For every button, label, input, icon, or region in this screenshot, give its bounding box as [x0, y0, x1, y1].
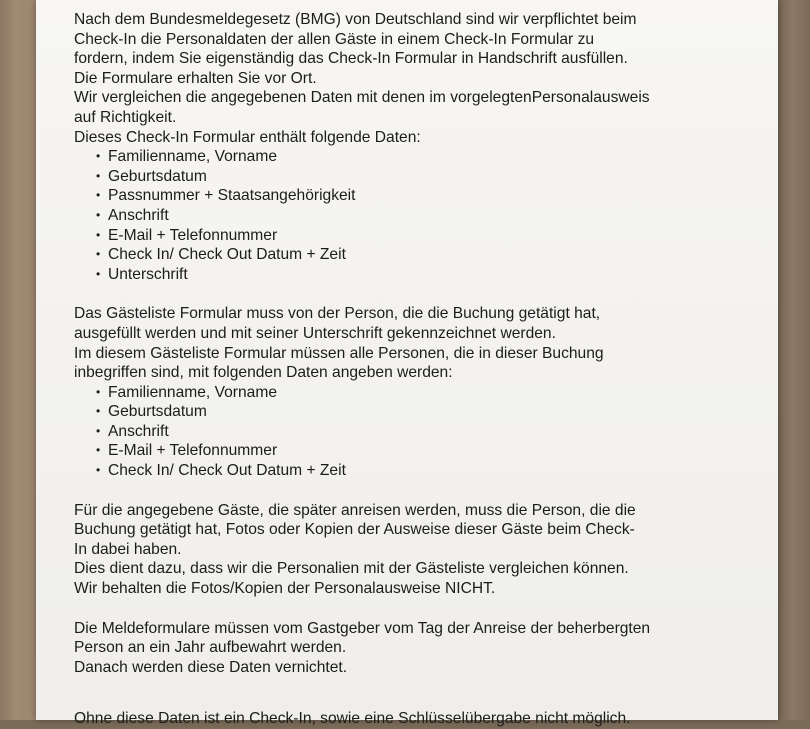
list-item: • Passnummer + Staatsangehörigkeit: [96, 186, 724, 206]
spacer: [74, 599, 724, 619]
checkin-data-list: [74, 147, 724, 284]
list-item: • Geburtsdatum: [96, 167, 724, 187]
list-item: • Anschrift: [96, 422, 724, 442]
late-guests-line: In dabei haben.: [74, 540, 182, 558]
list-item: • Familienname, Vorname: [96, 383, 724, 403]
list-item: • Check In/ Check Out Datum + Zeit: [96, 245, 724, 265]
intro-line: Wir vergleichen die angegebenen Daten mit denen im vorgelegtenPersonalausweis: [74, 89, 650, 107]
late-guests-line: Wir behalten die Fotos/Kopien der Personalausweise NICHT.: [74, 580, 496, 598]
retention-paragraph: [74, 619, 724, 678]
intro-line: auf Richtigkeit.: [74, 108, 177, 126]
retention-line: Die Meldeformulare müssen vom Gastgeber vom Tag der Anreise der beherbergten: [74, 619, 651, 637]
guestlist-data-list: [74, 383, 724, 481]
list-item: • Unterschrift: [96, 265, 724, 285]
guestlist-line: inbegriffen sind, mit folgenden Daten angeben werden:: [74, 364, 453, 382]
late-guests-paragraph: [74, 501, 724, 599]
wood-background-left: [0, 0, 40, 720]
intro-line: fordern, indem Sie eigenständig das Check-In Formular in Handschrift ausfüllen.: [74, 50, 628, 68]
list-item: • Anschrift: [96, 206, 724, 226]
guestlist-line: Im diesem Gästeliste Formular müssen alle Personen, die in dieser Buchung: [74, 344, 604, 362]
intro-line: Nach dem Bundesmeldegesetz (BMG) von Deutschland sind wir verpflichtet beim: [74, 11, 637, 28]
spacer: [74, 284, 724, 304]
document-body: [74, 10, 724, 729]
wood-background-right: [774, 0, 810, 720]
list-item: • E-Mail + Telefonnummer: [96, 441, 724, 461]
list-item: • Familienname, Vorname: [96, 147, 724, 167]
late-guests-line: Für die angegebene Gäste, die später anreisen werden, muss die Person, die die: [74, 501, 636, 519]
late-guests-line: Buchung getätigt hat, Fotos oder Kopien der Ausweise dieser Gäste beim Check-: [74, 521, 635, 539]
retention-line: Person an ein Jahr aufbewahrt werden.: [74, 639, 347, 657]
intro-line: Check-In die Personaldaten der allen Gäste in einem Check-In Formular zu: [74, 30, 595, 48]
intro-line: Dieses Check-In Formular enthält folgende Daten:: [74, 128, 421, 146]
list-item: • Check In/ Check Out Datum + Zeit: [96, 461, 724, 481]
intro-line: Die Formulare erhalten Sie vor Ort.: [74, 69, 317, 87]
late-guests-line: Dies dient dazu, dass wir die Personalien mit der Gästeliste vergleichen können.: [74, 560, 629, 578]
guestlist-paragraph: [74, 304, 724, 382]
retention-line: Danach werden diese Daten vernichtet.: [74, 658, 348, 676]
footer-line-partial: Ohne diese Daten ist ein Check-In, sowie eine Schlüsselübergabe nicht möglich.: [74, 710, 631, 728]
spacer: [74, 481, 724, 501]
spacer: [74, 677, 724, 709]
intro-paragraph: [74, 10, 724, 147]
list-item: • E-Mail + Telefonnummer: [96, 226, 724, 246]
guestlist-line: Das Gästeliste Formular muss von der Person, die die Buchung getätigt hat,: [74, 305, 601, 323]
list-item: • Geburtsdatum: [96, 402, 724, 422]
guestlist-line: ausgefüllt werden und mit seiner Unterschrift gekennzeichnet werden.: [74, 324, 556, 342]
